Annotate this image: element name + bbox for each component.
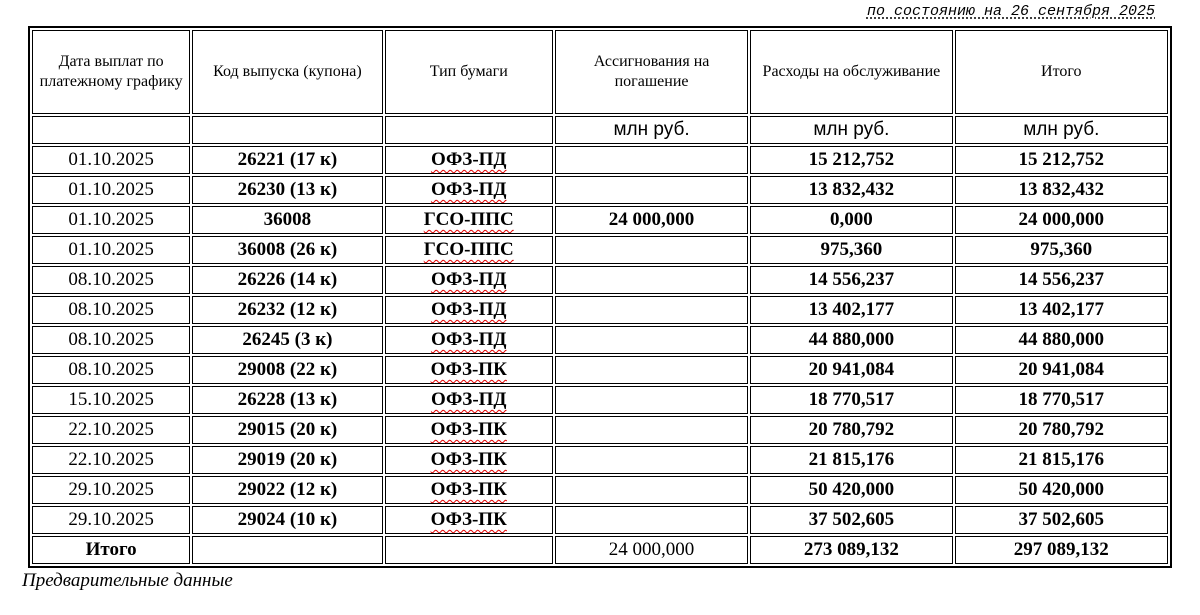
security-type-text: ГСО-ППС bbox=[423, 239, 514, 260]
units-service: млн руб. bbox=[750, 116, 952, 144]
table-row bbox=[32, 356, 1168, 384]
payment-date-cell: 29.10.2025 bbox=[32, 476, 190, 504]
table-row bbox=[32, 416, 1168, 444]
issue-code-cell: 26226 (14 к) bbox=[192, 266, 382, 294]
service-costs-cell: 975,360 bbox=[750, 236, 952, 264]
table-row bbox=[32, 446, 1168, 474]
table-row bbox=[32, 206, 1168, 234]
redemption-cell bbox=[555, 506, 748, 534]
service-costs-cell: 44 880,000 bbox=[750, 326, 952, 354]
payment-date-cell: 01.10.2025 bbox=[32, 236, 190, 264]
security-type-cell bbox=[385, 146, 553, 174]
footnote: Предварительные данные bbox=[22, 570, 233, 591]
header-security-type: Тип бумаги bbox=[385, 30, 553, 114]
payment-date-cell: 22.10.2025 bbox=[32, 416, 190, 444]
payment-schedule-table-wrapper bbox=[28, 26, 1172, 568]
payment-date-cell: 01.10.2025 bbox=[32, 146, 190, 174]
service-costs-cell: 20 941,084 bbox=[750, 356, 952, 384]
header-payment-date: Дата выплат по платежному графику bbox=[32, 30, 190, 114]
total-cell: 20 941,084 bbox=[955, 356, 1168, 384]
redemption-cell bbox=[555, 476, 748, 504]
issue-code-cell: 29022 (12 к) bbox=[192, 476, 382, 504]
service-costs-cell: 20 780,792 bbox=[750, 416, 952, 444]
total-cell: 44 880,000 bbox=[955, 326, 1168, 354]
redemption-cell bbox=[555, 146, 748, 174]
redemption-cell bbox=[555, 446, 748, 474]
redemption-cell bbox=[555, 236, 748, 264]
redemption-cell bbox=[555, 386, 748, 414]
redemption-cell bbox=[555, 416, 748, 444]
security-type-text: ОФЗ-ПД bbox=[430, 389, 507, 410]
totals-label: Итого bbox=[32, 536, 190, 564]
total-cell: 24 000,000 bbox=[955, 206, 1168, 234]
security-type-text: ОФЗ-ПД bbox=[430, 299, 507, 320]
header-issue-code: Код выпуска (купона) bbox=[192, 30, 382, 114]
security-type-cell bbox=[385, 266, 553, 294]
totals-empty-cell bbox=[385, 536, 553, 564]
redemption-cell bbox=[555, 356, 748, 384]
redemption-cell bbox=[555, 176, 748, 204]
issue-code-cell: 29008 (22 к) bbox=[192, 356, 382, 384]
redemption-cell bbox=[555, 326, 748, 354]
redemption-cell: 24 000,000 bbox=[555, 206, 748, 234]
units-cell bbox=[192, 116, 382, 144]
security-type-text: ОФЗ-ПК bbox=[430, 359, 507, 380]
totals-total: 297 089,132 bbox=[955, 536, 1168, 564]
table-row bbox=[32, 146, 1168, 174]
payment-date-cell: 29.10.2025 bbox=[32, 506, 190, 534]
issue-code-cell: 29019 (20 к) bbox=[192, 446, 382, 474]
total-cell: 13 402,177 bbox=[955, 296, 1168, 324]
service-costs-cell: 14 556,237 bbox=[750, 266, 952, 294]
payment-date-cell: 08.10.2025 bbox=[32, 326, 190, 354]
security-type-text: ОФЗ-ПК bbox=[430, 509, 507, 530]
security-type-cell bbox=[385, 416, 553, 444]
totals-service: 273 089,132 bbox=[750, 536, 952, 564]
security-type-cell bbox=[385, 386, 553, 414]
units-cell bbox=[32, 116, 190, 144]
total-cell: 15 212,752 bbox=[955, 146, 1168, 174]
payment-date-cell: 08.10.2025 bbox=[32, 356, 190, 384]
totals-row bbox=[32, 536, 1168, 564]
security-type-text: ОФЗ-ПК bbox=[430, 449, 507, 470]
payment-date-cell: 15.10.2025 bbox=[32, 386, 190, 414]
issue-code-cell: 26245 (3 к) bbox=[192, 326, 382, 354]
header-service-costs: Расходы на обслуживание bbox=[750, 30, 952, 114]
issue-code-cell: 29024 (10 к) bbox=[192, 506, 382, 534]
totals-empty-cell bbox=[192, 536, 382, 564]
table-row bbox=[32, 476, 1168, 504]
security-type-text: ОФЗ-ПК bbox=[430, 479, 507, 500]
units-redemption: млн руб. bbox=[555, 116, 748, 144]
issue-code-cell: 26221 (17 к) bbox=[192, 146, 382, 174]
security-type-cell bbox=[385, 506, 553, 534]
payment-date-cell: 08.10.2025 bbox=[32, 296, 190, 324]
table-row bbox=[32, 236, 1168, 264]
total-cell: 13 832,432 bbox=[955, 176, 1168, 204]
service-costs-cell: 13 402,177 bbox=[750, 296, 952, 324]
issue-code-cell: 36008 (26 к) bbox=[192, 236, 382, 264]
issue-code-cell: 26232 (12 к) bbox=[192, 296, 382, 324]
units-cell bbox=[385, 116, 553, 144]
payment-date-cell: 01.10.2025 bbox=[32, 176, 190, 204]
issue-code-cell: 26228 (13 к) bbox=[192, 386, 382, 414]
security-type-cell bbox=[385, 176, 553, 204]
units-total: млн руб. bbox=[955, 116, 1168, 144]
security-type-text: ОФЗ-ПД bbox=[430, 329, 507, 350]
table-row bbox=[32, 386, 1168, 414]
security-type-cell bbox=[385, 476, 553, 504]
service-costs-cell: 37 502,605 bbox=[750, 506, 952, 534]
issue-code-cell: 36008 bbox=[192, 206, 382, 234]
total-cell: 21 815,176 bbox=[955, 446, 1168, 474]
service-costs-cell: 50 420,000 bbox=[750, 476, 952, 504]
service-costs-cell: 13 832,432 bbox=[750, 176, 952, 204]
header-total: Итого bbox=[955, 30, 1168, 114]
total-cell: 14 556,237 bbox=[955, 266, 1168, 294]
service-costs-cell: 0,000 bbox=[750, 206, 952, 234]
security-type-text: ГСО-ППС bbox=[423, 209, 514, 230]
header-row bbox=[32, 30, 1168, 114]
security-type-cell bbox=[385, 206, 553, 234]
security-type-cell bbox=[385, 356, 553, 384]
total-cell: 18 770,517 bbox=[955, 386, 1168, 414]
total-cell: 50 420,000 bbox=[955, 476, 1168, 504]
table-row bbox=[32, 326, 1168, 354]
security-type-text: ОФЗ-ПД bbox=[430, 149, 507, 170]
security-type-cell bbox=[385, 236, 553, 264]
payment-date-cell: 22.10.2025 bbox=[32, 446, 190, 474]
security-type-cell bbox=[385, 446, 553, 474]
total-cell: 37 502,605 bbox=[955, 506, 1168, 534]
status-date-line: по состоянию на 26 сентября 2025 bbox=[866, 3, 1155, 20]
security-type-cell bbox=[385, 326, 553, 354]
security-type-text: ОФЗ-ПК bbox=[430, 419, 507, 440]
payment-schedule-table bbox=[28, 26, 1172, 568]
table-row bbox=[32, 296, 1168, 324]
security-type-cell bbox=[385, 296, 553, 324]
issue-code-cell: 26230 (13 к) bbox=[192, 176, 382, 204]
total-cell: 20 780,792 bbox=[955, 416, 1168, 444]
table-row bbox=[32, 266, 1168, 294]
service-costs-cell: 21 815,176 bbox=[750, 446, 952, 474]
payment-date-cell: 01.10.2025 bbox=[32, 206, 190, 234]
units-row bbox=[32, 116, 1168, 144]
payment-date-cell: 08.10.2025 bbox=[32, 266, 190, 294]
security-type-text: ОФЗ-ПД bbox=[430, 179, 507, 200]
service-costs-cell: 15 212,752 bbox=[750, 146, 952, 174]
service-costs-cell: 18 770,517 bbox=[750, 386, 952, 414]
redemption-cell bbox=[555, 266, 748, 294]
header-redemption: Ассигнования на погашение bbox=[555, 30, 748, 114]
total-cell: 975,360 bbox=[955, 236, 1168, 264]
security-type-text: ОФЗ-ПД bbox=[430, 269, 507, 290]
redemption-cell bbox=[555, 296, 748, 324]
issue-code-cell: 29015 (20 к) bbox=[192, 416, 382, 444]
totals-redemption: 24 000,000 bbox=[555, 536, 748, 564]
table-row bbox=[32, 176, 1168, 204]
table-body bbox=[32, 146, 1168, 534]
table-row bbox=[32, 506, 1168, 534]
